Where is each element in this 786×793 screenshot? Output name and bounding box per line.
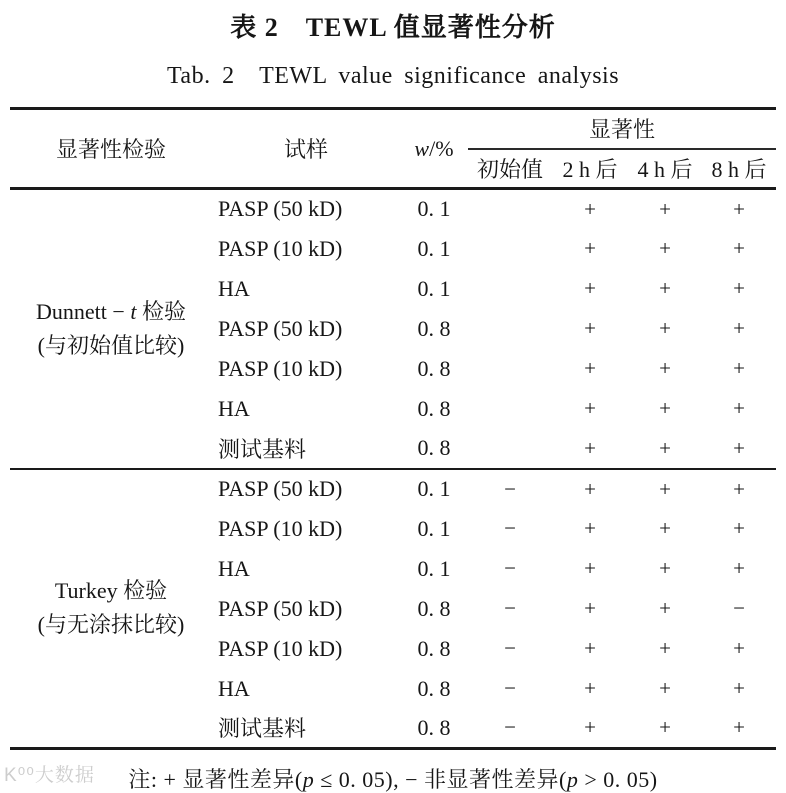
- mass-fraction-cell: 0. 8: [417, 435, 451, 460]
- mass-fraction-cell: 0. 8: [417, 355, 451, 381]
- significance-mark-cell: +: [659, 596, 671, 620]
- significance-mark-cell: −: [504, 516, 516, 540]
- sample-cell: HA: [218, 555, 250, 581]
- significance-mark-cell: −: [504, 715, 516, 740]
- significance-mark-cell: +: [733, 276, 745, 300]
- table-title-cn: 表 2 TEWL 值显著性分析: [230, 13, 556, 42]
- sample-cell: PASP (10 kD): [218, 515, 343, 541]
- footnote-text: 注: + 显著性差异(: [128, 767, 303, 792]
- significance-mark-cell: +: [733, 556, 745, 580]
- mass-fraction-cell: 0. 1: [417, 476, 451, 501]
- significance-mark-cell: +: [584, 435, 596, 460]
- significance-mark-cell: [468, 189, 552, 229]
- sample-cell: PASP (50 kD): [218, 476, 343, 501]
- mass-fraction-cell: 0. 1: [417, 235, 451, 261]
- sample-cell: PASP (50 kD): [218, 315, 343, 341]
- test-method-cell: [10, 469, 212, 749]
- significance-mark-cell: +: [584, 476, 596, 501]
- sample-cell: HA: [218, 675, 250, 701]
- mass-fraction-cell: 0. 8: [417, 675, 451, 701]
- sample-cell: PASP (50 kD): [218, 196, 343, 222]
- test-name-part: t: [130, 298, 137, 324]
- test-method-cell: [10, 189, 212, 469]
- mass-fraction-cell: 0. 8: [417, 315, 451, 341]
- significance-mark-cell: −: [504, 636, 516, 660]
- w-symbol: w: [414, 135, 430, 161]
- significance-mark-cell: +: [584, 636, 596, 660]
- significance-mark-cell: +: [584, 196, 596, 221]
- significance-mark-cell: [468, 309, 552, 349]
- test-name-part: 检验: [136, 298, 186, 324]
- table-row: [10, 189, 776, 229]
- test-method-comparison: (与无涂抹比较): [37, 612, 185, 638]
- section-turkey: [10, 469, 776, 749]
- significance-table: [10, 107, 776, 750]
- mass-fraction-cell: 0. 8: [417, 395, 451, 421]
- significance-mark-cell: +: [659, 276, 671, 300]
- significance-mark-cell: +: [659, 715, 671, 740]
- footnote-text: ≤ 0. 05), − 非显著性差异(: [314, 767, 567, 792]
- table-row: [10, 469, 776, 509]
- significance-mark-cell: −: [733, 596, 745, 620]
- mass-fraction-cell: 0. 8: [417, 635, 451, 661]
- significance-mark-cell: +: [584, 715, 596, 740]
- table-header: [10, 109, 776, 189]
- sample-cell: 测试基料: [218, 716, 307, 742]
- header-significance-group: 显著性: [468, 109, 776, 149]
- significance-mark-cell: +: [584, 516, 596, 540]
- sample-cell: HA: [218, 275, 250, 301]
- footnote: [0, 763, 786, 793]
- sample-cell: 测试基料: [218, 436, 307, 462]
- significance-mark-cell: +: [584, 356, 596, 380]
- significance-mark-cell: +: [733, 715, 745, 740]
- mass-fraction-cell: 0. 8: [417, 714, 451, 740]
- significance-mark-cell: +: [584, 396, 596, 420]
- significance-mark-cell: +: [659, 476, 671, 501]
- significance-mark-cell: −: [504, 596, 516, 620]
- significance-mark-cell: +: [659, 236, 671, 260]
- header-initial-value: 初始值: [468, 149, 552, 189]
- significance-mark-cell: +: [584, 556, 596, 580]
- header-significance-test: 显著性检验: [10, 109, 212, 189]
- mass-fraction-cell: 0. 1: [417, 555, 451, 581]
- sample-cell: PASP (10 kD): [218, 235, 343, 261]
- w-unit: /%: [429, 135, 454, 161]
- significance-mark-cell: −: [504, 476, 516, 501]
- header-sample: 试样: [212, 109, 400, 189]
- significance-mark-cell: +: [733, 676, 745, 700]
- mass-fraction-cell: 0. 1: [417, 196, 451, 222]
- significance-mark-cell: +: [733, 196, 745, 221]
- significance-mark-cell: [468, 349, 552, 389]
- sample-cell: HA: [218, 395, 250, 421]
- significance-mark-cell: +: [733, 516, 745, 540]
- watermark-label: 大数据: [34, 765, 95, 786]
- sample-cell: PASP (50 kD): [218, 595, 343, 621]
- significance-mark-cell: −: [504, 676, 516, 700]
- test-name-part: Turkey 检验: [54, 578, 168, 604]
- significance-mark-cell: +: [584, 236, 596, 260]
- sample-cell: PASP (10 kD): [218, 635, 343, 661]
- section-dunnett-t: [10, 189, 776, 469]
- significance-mark-cell: +: [584, 596, 596, 620]
- significance-mark-cell: +: [733, 396, 745, 420]
- significance-mark-cell: −: [504, 556, 516, 580]
- significance-mark-cell: +: [733, 435, 745, 460]
- significance-mark-cell: +: [733, 636, 745, 660]
- significance-mark-cell: +: [659, 435, 671, 460]
- sample-cell: PASP (10 kD): [218, 355, 343, 381]
- significance-mark-cell: +: [584, 276, 596, 300]
- header-w-percent: [400, 109, 468, 189]
- test-name-part: Dunnett −: [36, 298, 131, 324]
- significance-mark-cell: +: [733, 316, 745, 340]
- significance-mark-cell: +: [733, 356, 745, 380]
- significance-mark-cell: +: [659, 636, 671, 660]
- header-8h-after: 8 h 后: [702, 149, 776, 189]
- significance-mark-cell: +: [659, 316, 671, 340]
- footnote-text: > 0. 05): [578, 767, 658, 792]
- header-2h-after: 2 h 后: [552, 149, 628, 189]
- header-row-1: [10, 109, 776, 149]
- mass-fraction-cell: 0. 1: [417, 515, 451, 541]
- significance-mark-cell: +: [659, 556, 671, 580]
- significance-mark-cell: [468, 429, 552, 469]
- significance-mark-cell: +: [733, 476, 745, 501]
- footnote-p-symbol: p: [566, 767, 579, 792]
- significance-mark-cell: +: [659, 196, 671, 221]
- mass-fraction-cell: 0. 1: [417, 275, 451, 301]
- test-method-comparison: (与初始值比较): [37, 332, 185, 358]
- significance-mark-cell: +: [584, 676, 596, 700]
- footnote-p-symbol: p: [302, 767, 315, 792]
- significance-mark-cell: [468, 229, 552, 269]
- significance-mark-cell: +: [659, 676, 671, 700]
- significance-mark-cell: [468, 269, 552, 309]
- significance-mark-cell: +: [659, 516, 671, 540]
- header-4h-after: 4 h 后: [628, 149, 702, 189]
- significance-mark-cell: [468, 389, 552, 429]
- significance-mark-cell: +: [584, 316, 596, 340]
- significance-mark-cell: +: [659, 356, 671, 380]
- watermark-logo: K⁰⁰: [4, 765, 35, 786]
- table-title-en: Tab. 2 TEWL value significance analysis: [166, 63, 620, 89]
- mass-fraction-cell: 0. 8: [417, 595, 451, 621]
- significance-mark-cell: +: [733, 236, 745, 260]
- significance-mark-cell: +: [659, 396, 671, 420]
